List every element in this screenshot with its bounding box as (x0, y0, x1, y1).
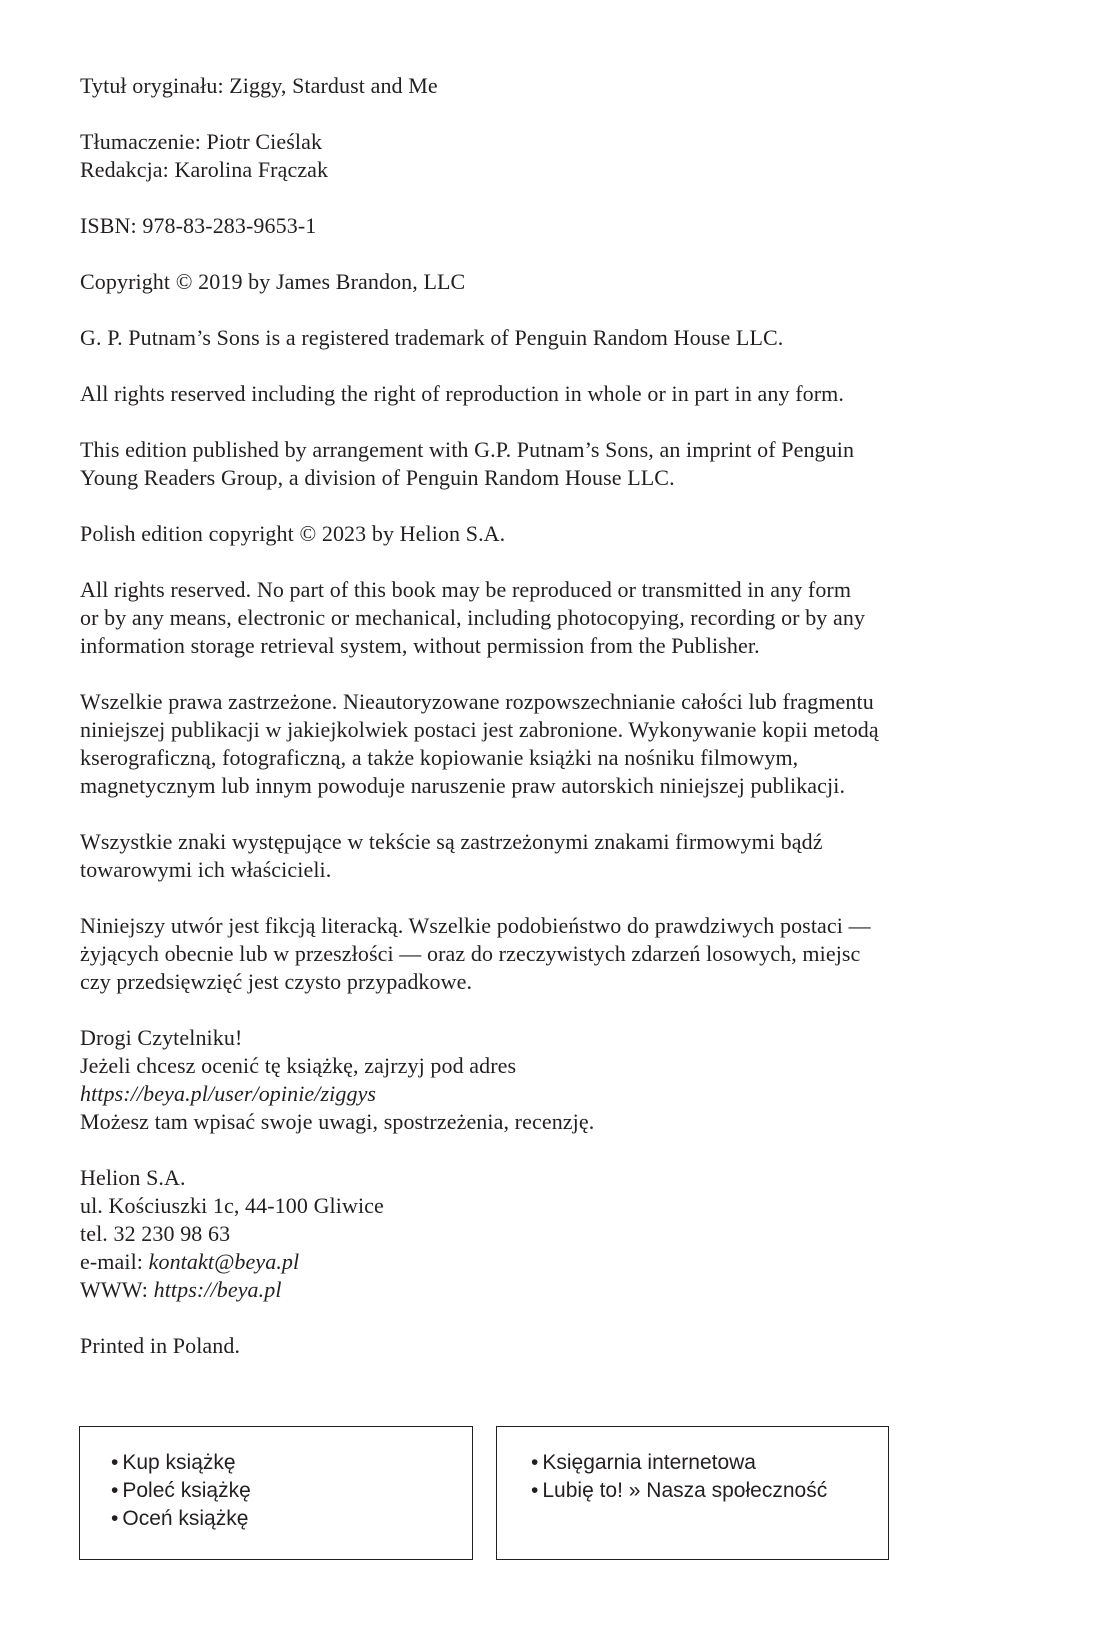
review-url-link[interactable]: https://beya.pl/user/opinie/ziggys (80, 1081, 377, 1106)
translation-credit: Tłumaczenie: Piotr Cieślak (80, 129, 323, 154)
fiction-pl-line: Niniejszy utwór jest fikcją literacką. Wszelkie podobieństwo do prawdziwych postaci — (80, 913, 871, 938)
all-rights-en-line: All rights reserved. No part of this book may be reproduced or transmitted in any form (80, 577, 852, 602)
arrangement-line: Young Readers Group, a division of Penguin Random House LLC. (80, 465, 675, 490)
all-rights-pl-block (80, 688, 1030, 800)
rights-block (80, 380, 1030, 408)
arrangement-line: This edition published by arrangement with G.P. Putnam’s Sons, an imprint of Penguin (80, 437, 855, 462)
buy-book-link[interactable] (111, 1449, 472, 1477)
polish-copyright-block (80, 520, 1030, 548)
store-links-box (496, 1426, 889, 1560)
publisher-email-row (80, 1248, 1030, 1276)
recommend-book-link[interactable] (111, 1477, 472, 1505)
links-boxes (79, 1426, 889, 1562)
fiction-pl-line: żyjących obecnie lub w przeszłości — oraz do rzeczywistych zdarzeń losowych, miejsc (80, 941, 861, 966)
copyright-block (80, 268, 1030, 296)
trademark-block (80, 324, 1030, 352)
publisher-name: Helion S.A. (80, 1165, 186, 1190)
community-label: Lubię to! » Nasza społeczność (542, 1479, 828, 1502)
publisher-phone: tel. 32 230 98 63 (80, 1221, 231, 1246)
arrangement-block (80, 436, 1030, 492)
www-label: WWW: (80, 1277, 154, 1302)
isbn-block (80, 212, 1030, 240)
trademark-notice: G. P. Putnam’s Sons is a registered trademark of Penguin Random House LLC. (80, 325, 784, 350)
trademarks-pl-line: Wszystkie znaki występujące w tekście są zastrzeżonymi znakami firmowymi bądź (80, 829, 823, 854)
polish-copyright: Polish edition copyright © 2023 by Helion S.A. (80, 521, 506, 546)
trademarks-pl-block (80, 828, 1030, 884)
bullet-icon: • (111, 1507, 119, 1530)
online-bookstore-label: Księgarnia internetowa (542, 1451, 756, 1474)
rate-book-label: Oceń książkę (122, 1507, 249, 1530)
credits-block (80, 128, 1030, 184)
original-title: Tytuł oryginału: Ziggy, Stardust and Me (80, 73, 438, 98)
editing-credit: Redakcja: Karolina Frączak (80, 157, 329, 182)
copyright-page (80, 72, 1030, 1388)
bullet-icon: • (531, 1479, 539, 1502)
bullet-icon: • (111, 1479, 119, 1502)
all-rights-en-block (80, 576, 1030, 660)
community-link[interactable] (531, 1477, 888, 1505)
all-rights-pl-line: niniejszej publikacji w jakiejkolwiek postaci jest zabronione. Wykonywanie kopii metodą (80, 717, 879, 742)
publisher-block (80, 1164, 1030, 1304)
reader-note: Możesz tam wpisać swoje uwagi, spostrzeżenia, recenzję. (80, 1109, 595, 1134)
publisher-www-row (80, 1276, 1030, 1304)
book-actions-box (79, 1426, 473, 1560)
recommend-book-label: Poleć książkę (122, 1479, 251, 1502)
original-title-block (80, 72, 1030, 100)
reader-invite: Jeżeli chcesz ocenić tę książkę, zajrzyj pod adres (80, 1053, 517, 1078)
fiction-pl-block (80, 912, 1030, 996)
email-link[interactable]: kontakt@beya.pl (148, 1249, 300, 1274)
reader-greeting: Drogi Czytelniku! (80, 1025, 243, 1050)
all-rights-en-line: or by any means, electronic or mechanical, including photocopying, recording or by any (80, 605, 866, 630)
fiction-pl-line: czy przedsięwzięć jest czysto przypadkowe. (80, 969, 473, 994)
buy-book-label: Kup książkę (122, 1451, 236, 1474)
bullet-icon: • (531, 1451, 539, 1474)
www-link[interactable]: https://beya.pl (153, 1277, 282, 1302)
rate-book-link[interactable] (111, 1505, 472, 1533)
bullet-icon: • (111, 1451, 119, 1474)
isbn: ISBN: 978-83-283-9653-1 (80, 213, 317, 238)
publisher-address: ul. Kościuszki 1c, 44-100 Gliwice (80, 1193, 384, 1218)
printed-in: Printed in Poland. (80, 1333, 241, 1358)
reader-block (80, 1024, 1030, 1136)
all-rights-pl-line: kserograficzną, fotograficzną, a także kopiowanie książki na nośniku filmowym, (80, 745, 799, 770)
trademarks-pl-line: towarowymi ich właścicieli. (80, 857, 332, 882)
copyright-notice: Copyright © 2019 by James Brandon, LLC (80, 269, 466, 294)
all-rights-pl-line: Wszelkie prawa zastrzeżone. Nieautoryzowane rozpowszechnianie całości lub fragmentu (80, 689, 874, 714)
all-rights-en-line: information storage retrieval system, without permission from the Publisher. (80, 633, 760, 658)
all-rights-pl-line: magnetycznym lub innym powoduje naruszenie praw autorskich niniejszej publikacji. (80, 773, 846, 798)
printed-block (80, 1332, 1030, 1360)
online-bookstore-link[interactable] (531, 1449, 888, 1477)
rights-notice: All rights reserved including the right of reproduction in whole or in part in any form. (80, 381, 844, 406)
email-label: e-mail: (80, 1249, 149, 1274)
